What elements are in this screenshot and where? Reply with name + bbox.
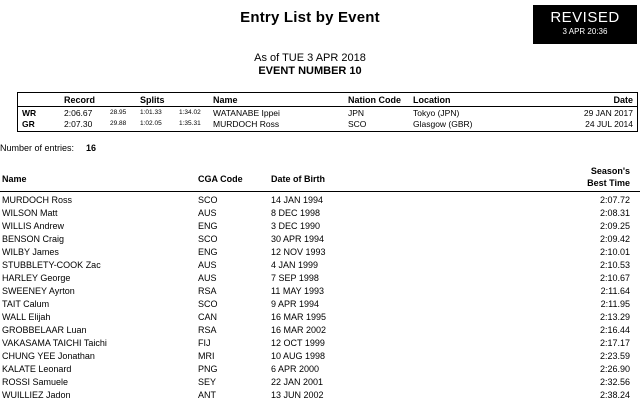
athlete-name: BENSON Craig bbox=[2, 234, 65, 244]
date-of-birth: 4 JAN 1999 bbox=[271, 260, 319, 270]
season-best-time: 2:13.29 bbox=[599, 312, 630, 322]
date-of-birth: 12 OCT 1999 bbox=[271, 338, 325, 348]
athlete-name: WALL Elijah bbox=[2, 312, 51, 322]
table-row bbox=[0, 377, 640, 389]
table-row bbox=[0, 221, 640, 233]
cga-code: ENG bbox=[198, 221, 218, 231]
athlete-name: WILLIS Andrew bbox=[2, 221, 65, 231]
date-of-birth: 12 NOV 1993 bbox=[271, 247, 326, 257]
revised-timestamp: 3 APR 20:36 bbox=[562, 27, 608, 36]
athlete-name: WUILLIEZ Jadon bbox=[2, 390, 71, 400]
record-location: Tokyo (JPN) bbox=[413, 108, 460, 118]
table-row bbox=[0, 208, 640, 220]
athlete-name: CHUNG YEE Jonathan bbox=[2, 351, 95, 361]
cga-code: SCO bbox=[198, 195, 218, 205]
record-nation: SCO bbox=[348, 119, 367, 129]
records-header-location: Location bbox=[413, 95, 451, 105]
table-row bbox=[0, 234, 640, 246]
season-best-time: 2:08.31 bbox=[599, 208, 630, 218]
date-of-birth: 10 AUG 1998 bbox=[271, 351, 326, 361]
season-best-time: 2:11.64 bbox=[600, 286, 630, 296]
athlete-name: WILSON Matt bbox=[2, 208, 58, 218]
table-row bbox=[0, 195, 640, 207]
cga-code: MRI bbox=[198, 351, 215, 361]
table-row bbox=[0, 273, 640, 285]
athlete-name: ROSSI Samuele bbox=[2, 377, 69, 387]
table-row bbox=[0, 286, 640, 298]
revised-badge bbox=[533, 5, 637, 44]
table-row bbox=[0, 312, 640, 324]
season-best-time: 2:16.44 bbox=[599, 325, 630, 335]
date-of-birth: 22 JAN 2001 bbox=[271, 377, 324, 387]
athlete-name: KALATE Leonard bbox=[2, 364, 72, 374]
records-header-date: Date bbox=[613, 95, 633, 105]
date-of-birth: 11 MAY 1993 bbox=[271, 286, 325, 296]
records-header-name: Name bbox=[213, 95, 238, 105]
record-nation: JPN bbox=[348, 108, 365, 118]
athlete-name: WILBY James bbox=[2, 247, 59, 257]
cga-code: AUS bbox=[198, 208, 217, 218]
table-row bbox=[0, 260, 640, 272]
athlete-name: TAIT Calum bbox=[2, 299, 50, 309]
page-title: Entry List by Event bbox=[240, 9, 380, 26]
header-cga-code: CGA Code bbox=[198, 174, 243, 184]
cga-code: RSA bbox=[198, 325, 217, 335]
record-type: GR bbox=[22, 119, 35, 129]
date-of-birth: 9 APR 1994 bbox=[271, 299, 320, 309]
list-header-divider bbox=[0, 191, 640, 192]
record-split-2: 1:01.33 bbox=[140, 109, 162, 116]
cga-code: CAN bbox=[198, 312, 218, 322]
entries-label: Number of entries: bbox=[0, 143, 75, 153]
record-date: 24 JUL 2014 bbox=[585, 119, 633, 129]
athlete-name: GROBBELAAR Luan bbox=[2, 325, 87, 335]
cga-code: SEY bbox=[198, 377, 217, 387]
table-row bbox=[0, 325, 640, 337]
record-date: 29 JAN 2017 bbox=[583, 108, 633, 118]
athlete-name: SWEENEY Ayrton bbox=[2, 286, 75, 296]
revised-label: REVISED bbox=[550, 9, 620, 26]
date-of-birth: 6 APR 2000 bbox=[271, 364, 320, 374]
athlete-name: VAKASAMA TAICHI Taichi bbox=[2, 338, 107, 348]
records-header-nation-code: Nation Code bbox=[348, 95, 401, 105]
date-of-birth: 8 DEC 1998 bbox=[271, 208, 321, 218]
records-header-splits: Splits bbox=[140, 95, 165, 105]
header-date-of-birth: Date of Birth bbox=[271, 174, 325, 184]
cga-code: ENG bbox=[198, 247, 218, 257]
record-holder-name: WATANABE Ippei bbox=[213, 108, 280, 118]
records-divider bbox=[18, 106, 637, 107]
header-season-best-line2: Best Time bbox=[587, 178, 630, 188]
cga-code: FIJ bbox=[198, 338, 211, 348]
season-best-time: 2:38.24 bbox=[599, 390, 630, 400]
record-type: WR bbox=[22, 108, 37, 118]
cga-code: SCO bbox=[198, 299, 218, 309]
record-split-3: 1:35.31 bbox=[179, 120, 201, 127]
cga-code: ANT bbox=[198, 390, 216, 400]
date-of-birth: 7 SEP 1998 bbox=[271, 273, 319, 283]
cga-code: SCO bbox=[198, 234, 218, 244]
season-best-time: 2:10.53 bbox=[599, 260, 630, 270]
number-of-entries bbox=[0, 143, 96, 153]
season-best-time: 2:10.01 bbox=[599, 247, 630, 257]
record-split-3: 1:34.02 bbox=[179, 109, 201, 116]
date-of-birth: 3 DEC 1990 bbox=[271, 221, 321, 231]
entries-count: 16 bbox=[86, 143, 97, 153]
cga-code: PNG bbox=[198, 364, 218, 374]
cga-code: AUS bbox=[198, 260, 217, 270]
records-header-record: Record bbox=[64, 95, 96, 105]
athlete-name: STUBBLETY-COOK Zac bbox=[2, 260, 101, 270]
season-best-time: 2:32.56 bbox=[599, 377, 630, 387]
record-split-2: 1:02.05 bbox=[140, 120, 162, 127]
table-row bbox=[0, 299, 640, 311]
header-season-best-line1: Season's bbox=[590, 166, 630, 176]
season-best-time: 2:17.17 bbox=[599, 338, 630, 348]
date-of-birth: 13 JUN 2002 bbox=[271, 390, 324, 400]
athlete-name: MURDOCH Ross bbox=[2, 195, 73, 205]
record-split-1: 28.95 bbox=[110, 109, 127, 116]
season-best-time: 2:09.42 bbox=[599, 234, 630, 244]
season-best-time: 2:07.72 bbox=[599, 195, 630, 205]
date-of-birth: 30 APR 1994 bbox=[271, 234, 325, 244]
table-row bbox=[0, 390, 640, 402]
table-row bbox=[0, 364, 640, 376]
record-time: 2:06.67 bbox=[64, 108, 93, 118]
athlete-name: HARLEY George bbox=[2, 273, 71, 283]
record-split-1: 29.88 bbox=[110, 120, 127, 127]
table-row bbox=[0, 351, 640, 363]
season-best-time: 2:10.67 bbox=[599, 273, 630, 283]
record-location: Glasgow (GBR) bbox=[413, 119, 473, 129]
date-of-birth: 16 MAR 1995 bbox=[271, 312, 327, 322]
cga-code: RSA bbox=[198, 286, 217, 296]
event-number: EVENT NUMBER 10 bbox=[258, 65, 362, 77]
date-of-birth: 14 JAN 1994 bbox=[271, 195, 324, 205]
date-of-birth: 16 MAR 2002 bbox=[271, 325, 327, 335]
table-row bbox=[0, 338, 640, 350]
table-row bbox=[0, 247, 640, 259]
header-name: Name bbox=[2, 174, 27, 184]
as-of-date: As of TUE 3 APR 2018 bbox=[254, 52, 366, 64]
record-holder-name: MURDOCH Ross bbox=[213, 119, 280, 129]
record-time: 2:07.30 bbox=[64, 119, 93, 129]
season-best-time: 2:09.25 bbox=[599, 221, 630, 231]
records-table bbox=[17, 92, 638, 132]
season-best-time: 2:23.59 bbox=[599, 351, 630, 361]
season-best-time: 2:11.95 bbox=[600, 299, 630, 309]
cga-code: AUS bbox=[198, 273, 217, 283]
season-best-time: 2:26.90 bbox=[599, 364, 630, 374]
